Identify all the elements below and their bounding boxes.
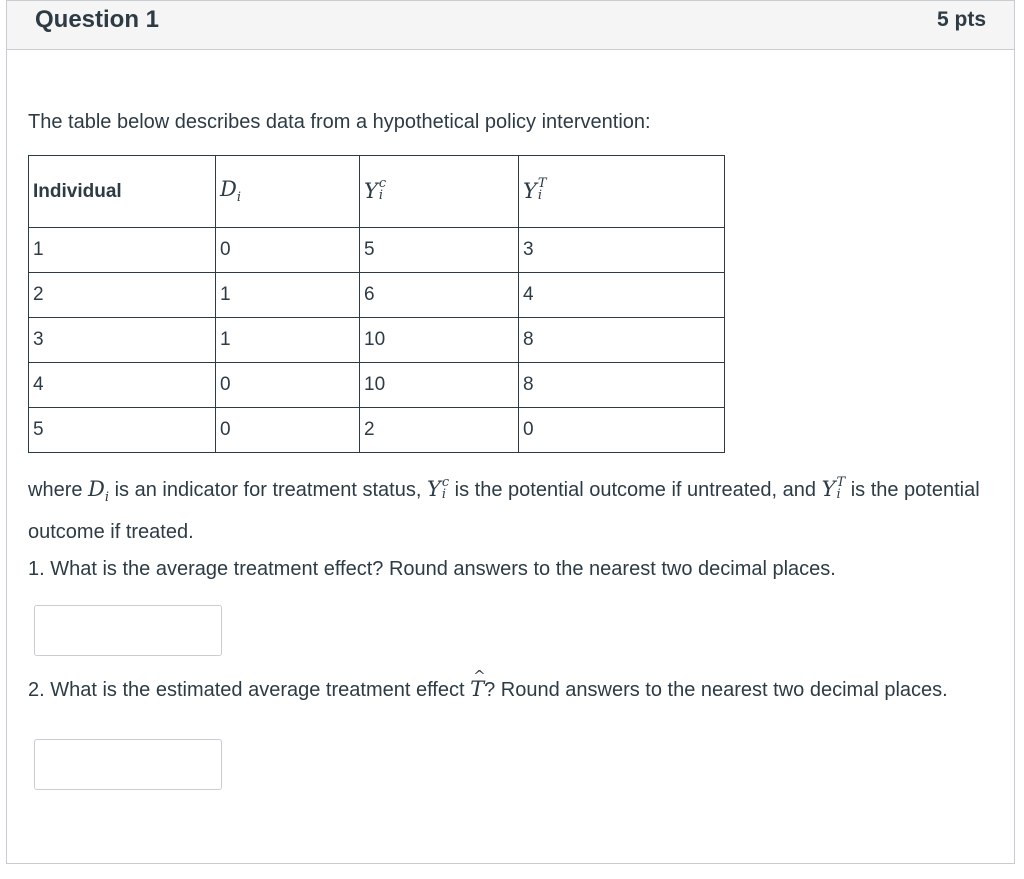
- header-yc: Y c i: [360, 156, 519, 228]
- table-cell: 5: [29, 408, 216, 453]
- table-row: [29, 318, 725, 363]
- table-cell: 8: [519, 318, 725, 363]
- data-table: [28, 155, 725, 453]
- table-row: [29, 228, 725, 273]
- table-cell: 4: [29, 363, 216, 408]
- table-row: [29, 273, 725, 318]
- table-cell: 10: [360, 318, 519, 363]
- question-points: 5 pts: [936, 8, 986, 31]
- table-cell: 1: [216, 318, 360, 363]
- header-individual: Individual: [29, 156, 216, 228]
- table-cell: 3: [29, 318, 216, 363]
- table-cell: 10: [360, 363, 519, 408]
- table-cell: 1: [29, 228, 216, 273]
- table-cell: 2: [29, 273, 216, 318]
- table-cell: 2: [360, 408, 519, 453]
- question-2-text: 2. What is the estimated average treatment effect ^ T? Round answers to the nearest two decimal places.: [28, 672, 988, 707]
- table-cell: 5: [360, 228, 519, 273]
- table-cell: 3: [519, 228, 725, 273]
- header-d: $D_i$: [216, 156, 360, 228]
- question-1-text: 1. What is the average treatment effect? Round answers to the nearest two decimal places.: [28, 558, 836, 580]
- table-cell: 0: [216, 228, 360, 273]
- table-cell: 0: [216, 363, 360, 408]
- answer-input-1[interactable]: [34, 605, 222, 656]
- table-row: [29, 408, 725, 453]
- where-explanation: where $D_i$ is an indicator for treatment status, Y c i is the potential outcome if untreated, and Y T i is the potential outcome if treated.: [28, 474, 980, 544]
- table-cell: 1: [216, 273, 360, 318]
- intro-text: The table below describes data from a hypothetical policy intervention:: [28, 111, 651, 133]
- table-cell: 0: [216, 408, 360, 453]
- answer-input-2[interactable]: [34, 739, 222, 790]
- t-hat-symbol: ^ T: [470, 672, 484, 706]
- table-header-row: [29, 156, 725, 228]
- question-title: Question 1: [35, 6, 160, 33]
- table-row: [29, 363, 725, 408]
- header-yt: Y T i: [519, 156, 725, 228]
- table-cell: 4: [519, 273, 725, 318]
- question-header: [7, 1, 1014, 50]
- table-cell: 8: [519, 363, 725, 408]
- table-cell: 6: [360, 273, 519, 318]
- table-cell: 0: [519, 408, 725, 453]
